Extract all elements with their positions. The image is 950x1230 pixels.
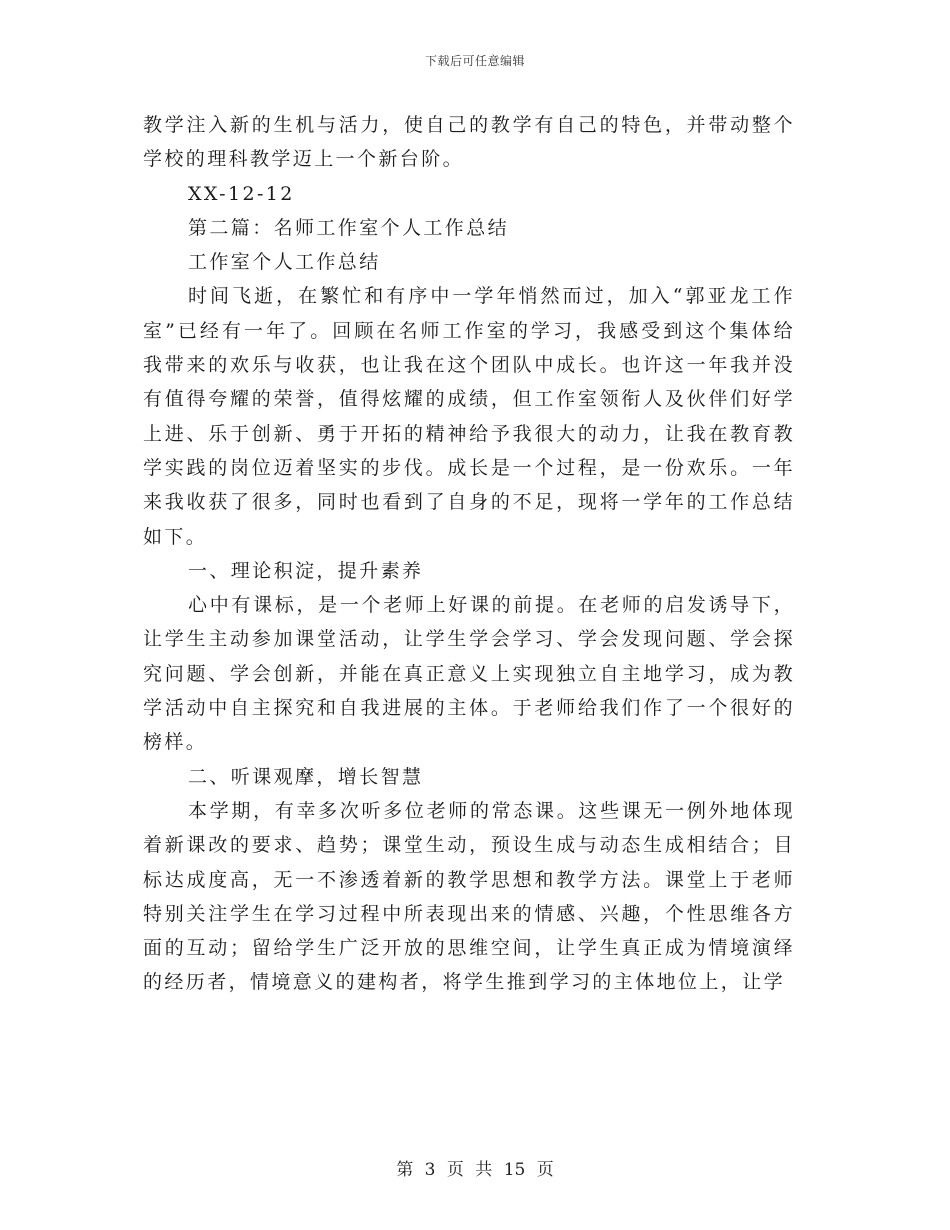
paragraph-theory: 心中有课标，是一个老师上好课的前提。在老师的启发诱导下，让学生主动参加课堂活动，让学生学会学习、学会发现问题、学会探究问题、学会创新，并能在真正意义上实现独立自主地学习，成为教学活动中自主探究和自我进展的主体。于老师给我们作了一个很好的榜样。	[143, 594, 795, 754]
paragraph-observation: 本学期，有幸多次听多位老师的常态课。这些课无一例外地体现着新课改的要求、趋势；课堂生动，预设生成与动态生成相结合；目标达成度高，无一不渗透着新的教学思想和教学方法。课堂上于老师特别关注学生在学习过程中所表现出来的情感、兴趣，个性思维各方面的互动；留给学生广泛开放的思维空间，让学生真正成为情境演绎的经历者，情境意义的建构者，将学生推到学习的主体地位上，让学	[143, 799, 795, 994]
heading-observation: 二、听课观摩，增长智慧	[188, 765, 424, 788]
document-subtitle: 工作室个人工作总结	[188, 251, 381, 274]
paragraph-date: XX-12-12	[188, 182, 295, 205]
document-body	[143, 108, 795, 1000]
section-title: 第二篇：名师工作室个人工作总结	[188, 216, 510, 239]
page-number-footer: 第 3 页 共 15 页	[396, 1160, 554, 1180]
paragraph-continuation: 教学注入新的生机与活力，使自己的教学有自己的特色，并带动整个学校的理科教学迈上一个新台阶。	[143, 114, 795, 171]
paragraph-intro: 时间飞逝，在繁忙和有序中一学年悄然而过，加入“郭亚龙工作室”已经有一年了。回顾在名师工作室的学习，我感受到这个集体给我带来的欢乐与收获，也让我在这个团队中成长。也许这一年我并没有值得夸耀的荣誉，值得炫耀的成绩，但工作室领衔人及伙伴们好学上进、乐于创新、勇于开拓的精神给予我很大的动力，让我在教育教学实践的岗位迈着坚实的步伐。成长是一个过程，是一份欢乐。一年来我收获了很多，同时也看到了自身的不足，现将一学年的工作总结如下。	[143, 285, 795, 548]
page-header-note: 下载后可任意编辑	[424, 54, 525, 68]
heading-theory: 一、理论积淀，提升素养	[188, 559, 424, 582]
